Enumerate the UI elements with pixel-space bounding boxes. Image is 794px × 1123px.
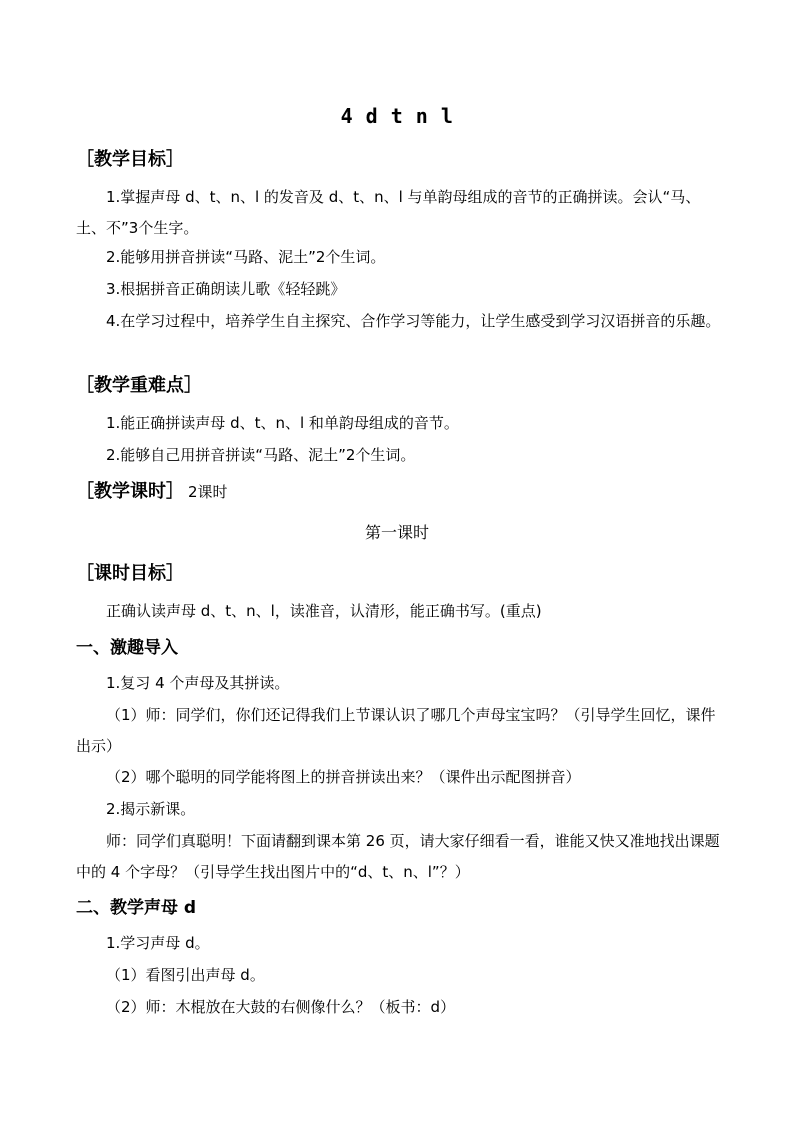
part1-p1-text: 1.复习 4 个声母及其拼读。 <box>106 674 290 692</box>
part2-p3-text: （2）师：木棍放在大鼓的右侧像什么？（板书：d） <box>106 998 456 1016</box>
part2-p2 <box>76 960 721 991</box>
objective-3-text: 3.根据拼音正确朗读儿歌《轻轻跳》 <box>106 280 346 298</box>
part2-p2-text: （1）看图引出声母 d。 <box>106 966 265 984</box>
part1-p3 <box>76 762 721 793</box>
part1-p5 <box>76 826 721 888</box>
hours-value: 2课时 <box>188 483 228 501</box>
objective-2-text: 2.能够用拼音拼读“马路、泥土”2个生词。 <box>106 248 386 266</box>
part2-p1-text: 1.学习声母 d。 <box>106 934 210 952</box>
keypoint-1-text: 1.能正确拼读声母 d、t、n、l 和单韵母组成的音节。 <box>106 414 459 432</box>
part2-p3 <box>76 992 721 1023</box>
objective-1 <box>76 182 721 244</box>
part2-p1 <box>76 928 721 959</box>
part1-p4-text: 2.揭示新课。 <box>106 800 196 818</box>
lesson-goal <box>76 596 721 627</box>
part1-p2 <box>76 700 721 762</box>
hours-heading <box>76 480 228 504</box>
objective-3 <box>76 274 721 305</box>
lesson-goal-heading: ［课时目标］ <box>76 563 184 584</box>
hours-heading-label: ［教学课时］ <box>76 481 184 502</box>
keypoint-1 <box>76 408 721 439</box>
part1-p4 <box>76 794 721 825</box>
keypoints-heading: ［教学重难点］ <box>76 375 202 396</box>
part1-p2-text: （1）师：同学们，你们还记得我们上节课认识了哪几个声母宝宝吗？（引导学生回忆，课件出示） <box>76 706 716 755</box>
part2-heading: 二、教学声母 d <box>76 898 197 918</box>
lesson-title: 第一课时 <box>364 523 429 542</box>
objective-2 <box>76 242 721 273</box>
part1-heading: 一、激趣导入 <box>76 638 178 658</box>
part1-p1 <box>76 668 721 699</box>
objectives-heading: ［教学目标］ <box>76 149 184 170</box>
objective-4 <box>76 306 721 337</box>
keypoint-2-text: 2.能够自己用拼音拼读“马路、泥土”2个生词。 <box>106 446 416 464</box>
part1-p3-text: （2）哪个聪明的同学能将图上的拼音拼读出来？（课件出示配图拼音） <box>106 768 581 786</box>
objective-1-text: 1.掌握声母 d、t、n、l 的发音及 d、t、n、l 与单韵母组成的音节的正确拼读。会认“马、土、不”3个生字。 <box>76 188 701 237</box>
lesson-goal-text: 正确认读声母 d、t、n、l，读准音，认清形，能正确书写。(重点) <box>106 602 542 620</box>
part1-p5-text: 师：同学们真聪明！下面请翻到课本第 26 页，请大家仔细看一看，谁能又快又准地找出课题中的 4 个字母？（引导学生找出图片中的“d、t、n、l”？） <box>76 832 720 881</box>
objective-4-text: 4.在学习过程中，培养学生自主探究、合作学习等能力，让学生感受到学习汉语拼音的乐趣。 <box>106 312 721 330</box>
keypoint-2 <box>76 440 721 471</box>
page-title: 4 d t n l <box>340 104 454 128</box>
